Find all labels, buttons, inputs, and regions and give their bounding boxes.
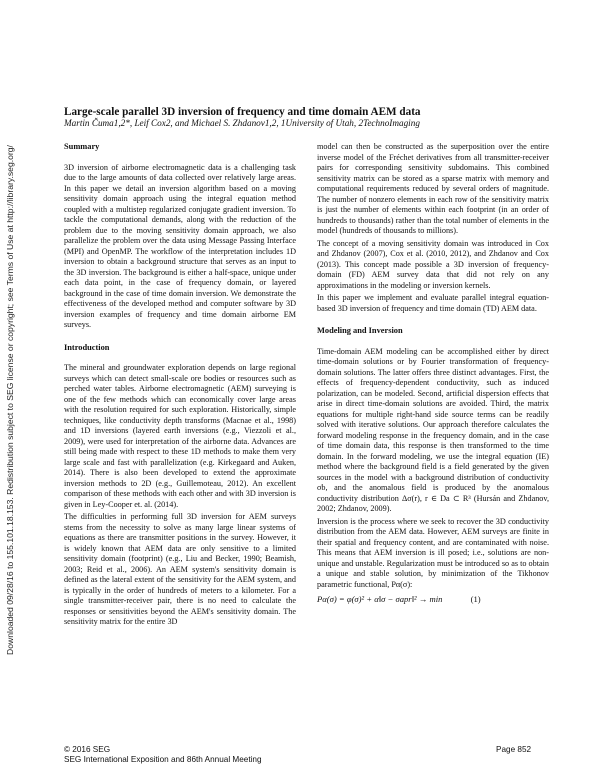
introduction-heading: Introduction — [64, 342, 110, 352]
download-notice-text: Downloaded 09/28/16 to 155.101.18.153. Redistribution subject to SEG license or copyright; see Terms of Use at http://library.seg.org/ — [5, 145, 15, 655]
summary-heading: Summary — [64, 142, 100, 151]
footer-left — [64, 745, 262, 765]
summary-paragraph: 3D inversion of airborne electromagnetic data is a challenging task due to the large amounts of data collected over relatively large areas. In this paper we detail an inversion algorithm based on a moving sensitivity domain approach using the integral equation method coupled with a multistep regularized conjugate gradient inversion. To tackle the computational demands, along with the reduction of the problem due to the moving sensitivity domain approach, we also parallelize the problem over the data using Message Passing Interface (MPI) and OpenMP. The workflow of the interpretation includes 1D inversion to obtain a background structure that serves as an input to the 3D inversion. The background is either a half-space, unique under each data point, in the case of frequency domain, or layered background in the case of time domain inversion. We demonstrate the effectiveness of the developed method and computer software by 3D inversion examples of frequency and time domain airborne EM surveys. — [64, 162, 296, 329]
right-paragraph-2: The concept of a moving sensitivity domain was introduced in Cox and Zhdanov (2007), Cox et al. (2010, 2012), and Zhdanov and Cox (2013). This concept made possible a 3D inversion of frequency-domain (FD) AEM survey data that did not rely on any approximations in the modeling or inversion kernels. — [317, 238, 549, 290]
meeting-name: SEG International Exposition and 86th Annual Meeting — [64, 755, 262, 764]
copyright: © 2016 SEG — [64, 745, 111, 754]
equation-1 — [317, 594, 549, 605]
download-notice — [1, 120, 19, 680]
modeling-paragraph-2: Inversion is the process where we seek to recover the 3D conductivity distribution from the AEM data. However, AEM surveys are finite in their spatial and frequency content, and are contaminated with noise. This means that AEM inversion is ill posed; i.e., solutions are non-unique and unstable. Regularization must be introduced so as to obtain a unique and stable solution, by minimization of the Tikhonov parametric functional, Pα(σ): — [317, 516, 549, 589]
left-column — [64, 142, 296, 630]
modeling-heading: Modeling and Inversion — [317, 326, 403, 335]
author-line: Martin Čuma1,2*, Leif Cox2, and Michael S. Zhdanov1,2, 1University of Utah, 2TechnoImaging — [64, 118, 420, 128]
paper-title: Large-scale parallel 3D inversion of frequency and time domain AEM data — [64, 106, 421, 118]
introduction-paragraph-2: The difficulties in performing full 3D inversion for AEM surveys stems from the necessity to solve as many large linear systems of equations as there are transmitter positions in the survey. However, it is widely known that AEM data are only sensitive to a limited sensitivity domain (footprint) (e.g., Liu and Becker, 1990; Beamish, 2003; Reid et al., 2006). An AEM system's sensitivity domain is defined as the lateral extent of the sensitivity for the AEM system, and is typically in the order of hundreds of meters to a kilometer. For a single transmitter-receiver pair, there is no need to calculate the responses or sensitivities beyond the AEM's sensitivity domain. The sensitivity matrix for the entire 3D — [64, 512, 296, 626]
right-column — [317, 142, 549, 605]
right-paragraph-3: In this paper we implement and evaluate parallel integral equation-based 3D inversion of frequency and time domain (TD) AEM data. — [317, 293, 549, 313]
page-number: Page 852 — [496, 745, 532, 754]
modeling-paragraph-1: Time-domain AEM modeling can be accomplished either by direct time-domain solutions or by Fourier transformation of frequency-domain solutions. The latter offers three distinct advantages. First, the effects of frequency-dependent conductivity, such as induced polarization, can be modeled. Second, artificial dispersion effects that arise in direct time-domain solutions are avoided. Third, the matrix equations for multiple right-hand side source terms can be readily solved with iterative solutions. Our approach therefore calculates the forward modeling response in the frequency domain, and in the case of time domain data, this response is then transformed to the time domain. In the forward modeling, we use the integral equation (IE) method where the background field is a field generated by the given sources in the model with a background distribution of conductivity σb, and the anomalous field is produced by the anomalous conductivity distribution Δσ(r), r ∈ Da ⊂ R³ (Hursán and Zhdanov, 2002; Zhdanov, 2009). — [317, 346, 549, 513]
introduction-paragraph-1: The mineral and groundwater exploration depends on large regional surveys which can detect small-scale ore bodies or resources such as perched water tables. Airborne electromagnetic (AEM) surveying is one of the few methods which can economically cover large areas with the resolution required for such exploration. Historically, simple techniques, like conductivity depth transforms (Macnae et al., 1998) and 1D inversions (layered earth inversions (e.g., Viezzoli et al., 2009), were used for interpretation of the airborne data. Advances are still being made with respect to these 1D methods to make them very large scale and fast with parallelization (e.g. Kirkegaard and Auken, 2014). There is also been developed to extend the approximate inversion methods to 2D (e.g., Guillemoteau, 2012). An excellent comparison of these methods with each other and with 3D inversion is given in Ley-Cooper et. al. (2014). — [64, 363, 296, 509]
equation-number: (1) — [470, 594, 481, 604]
equation-text: Pα(σ) = φ(σ)² + α‖σ − σapr‖² → min — [317, 594, 443, 604]
right-paragraph-1: model can then be constructed as the superposition over the entire inverse model of the Fréchet derivatives from all transmitter-receiver pairs for corresponding sensitivity subdomains. This combined sensitivity matrix can be stored as a sparse matrix with memory and computational requirements reduced by several orders of magnitude. The number of nonzero elements in each row of the sensitivity matrix is just the number of elements within each footprint (in an order of hundreds to thousands) rather than the total number of elements in the model (hundreds of thousands to millions). — [317, 142, 549, 235]
